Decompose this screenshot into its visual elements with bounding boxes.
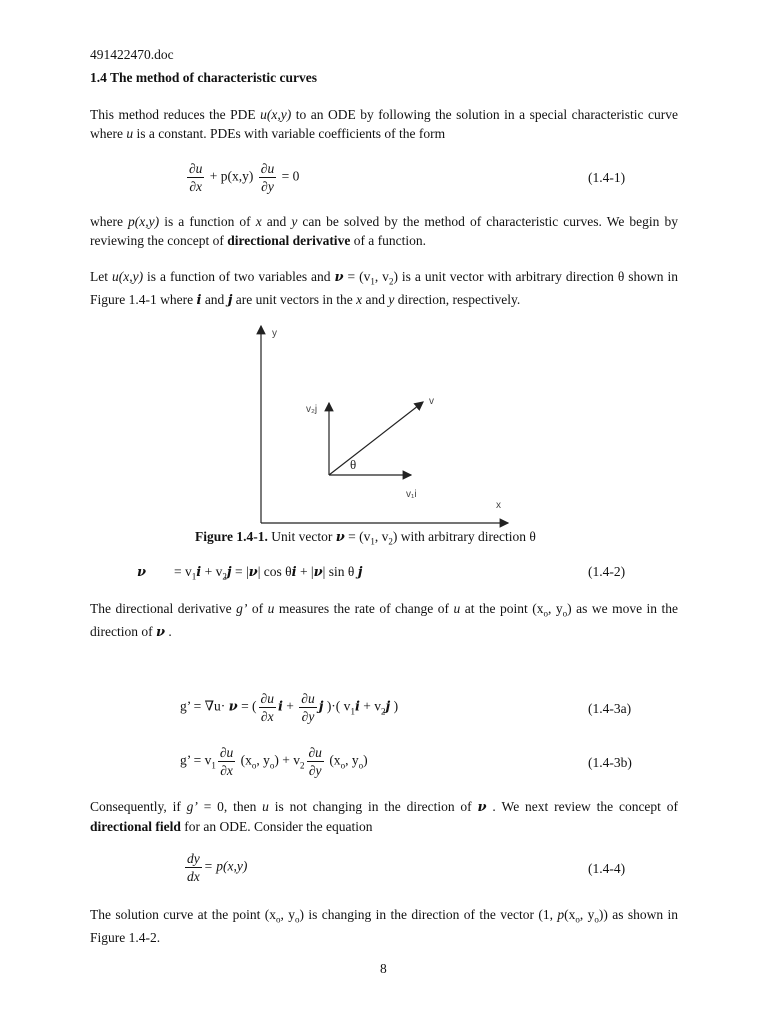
paragraph-directional-derivative: The directional derivative g’ of u measures the rate of change of u at the point ($x_o$, $y_o$) as we move in the direction of ν . — [90, 601, 679, 641]
fraction-du-dy: $\frac{\partial u}{\partial y}$ — [301, 691, 315, 724]
document-filename: 491422470.doc — [90, 47, 174, 62]
x-axis-label: x — [496, 500, 501, 511]
theta-label: θ — [350, 457, 357, 472]
fraction-dy-dx: $\frac{dy}{dx}$ — [187, 851, 200, 884]
equation-1-4-3b: g’ = $v_1$ $\frac{\partial u}{\partial x}$ ($x_o$, $y_o) + v_2$ $\frac{\partial u}{\partial y}$ ($x_o$, $y_o$) — [180, 745, 368, 778]
paragraph-solution-curve: The solution curve at the point ($x_o$, $y_o$) is changing in the direction of the vector (1, $p(x_o$, $y_o$)) as shown in Figure 1.4-2. — [90, 907, 678, 946]
page-number: 8 — [380, 961, 387, 976]
unit-vector-figure — [250, 318, 520, 530]
fraction-du-dy: $\frac{\partial u}{\partial y}$ — [308, 745, 322, 778]
fraction-du-dx: $\frac{\partial u}{\partial x}$ — [189, 161, 203, 194]
equation-number: (1.4-3b) — [588, 755, 632, 770]
paragraph-directional-field: Consequently, if g’ = 0, then u is not changing in the direction of ν . We next review the concept of directional field for an ODE. Consider the equation — [90, 799, 678, 834]
paragraph-where-p: where p(x,y) is a function of x and y can be solved by the method of characteristic curves. We begin by reviewing the concept of directional derivative of a function. — [90, 214, 678, 248]
figure-caption: Figure 1.4-1. Unit vector $\nu = (v_1$, $v_2$) with arbitrary direction θ — [195, 529, 536, 547]
equation-number: (1.4-1) — [588, 170, 626, 185]
v2j-label: v₂j — [306, 404, 318, 415]
fraction-du-dx: $\frac{\partial u}{\partial x}$ — [260, 691, 274, 724]
equation-number: (1.4-2) — [588, 564, 626, 579]
equation-1-4-3a: g’ = ∇u· ν = ( $\frac{\partial u}{\partial x}$ i + $\frac{\partial u}{\partial y}$ j )·( $v_1i + v_2j$ ) — [180, 691, 399, 724]
y-axis-label: y — [272, 328, 277, 339]
unit-vector-arrow — [329, 402, 423, 475]
paragraph-intro: This method reduces the PDE u(x,y) to an ODE by following the solution in a special characteristic curve where u is a constant. PDEs with variable coefficients of the form — [90, 107, 678, 141]
equation-number: (1.4-3a) — [588, 701, 632, 716]
equation-number: (1.4-4) — [588, 861, 626, 876]
paragraph-let-u: Let u(x,y) is a function of two variables and $\nu = (v_1$, $v_2$) is a unit vector with arbitrary direction θ shown in Figure 1.4-1 where i and j are unit vectors in the x and y direction, respectively. — [90, 269, 679, 309]
fraction-du-dy: $\frac{\partial u}{\partial y}$ — [260, 161, 275, 194]
v1i-label: v₁i — [406, 489, 417, 500]
equation-1-4-4: $\frac{dy}{dx}$ = p(x,y) — [187, 851, 248, 884]
fraction-du-dx: $\frac{\partial u}{\partial x}$ — [219, 745, 234, 778]
vector-label: v — [429, 396, 434, 407]
equation-1-4-1: $\frac{\partial u}{\partial x}$ + p(x,y) $\frac{\partial u}{\partial y}$ = 0 — [189, 161, 300, 194]
equation-1-4-2: $\nu = v_1i + v_2j = |\nu|$ cos θi + |ν| sin θ j — [137, 564, 363, 582]
section-title: 1.4 The method of characteristic curves — [90, 70, 317, 85]
